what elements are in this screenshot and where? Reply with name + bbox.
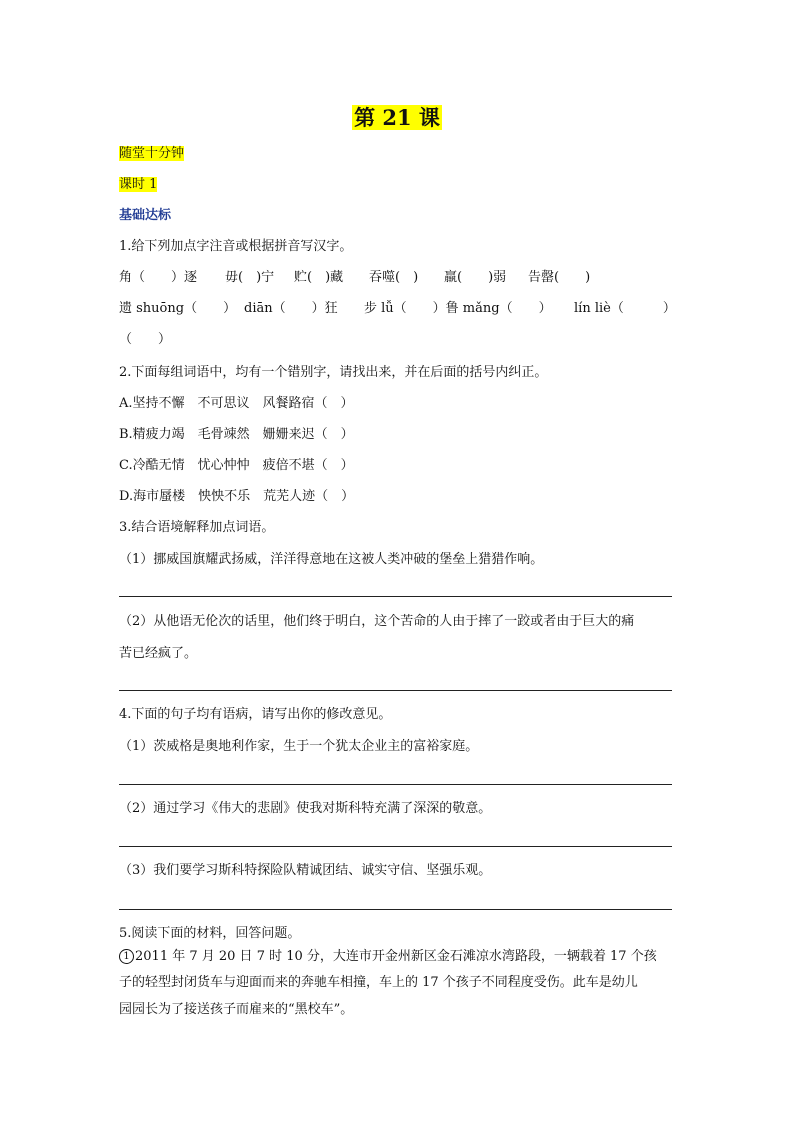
q4-item2-answer-line[interactable] xyxy=(119,846,672,847)
q3-item2-answer-line[interactable] xyxy=(119,690,672,691)
q1-row3: （ ） xyxy=(119,332,172,347)
q1-row2-item: lín liè（ ） xyxy=(574,301,676,316)
lesson-title xyxy=(0,104,794,132)
q1-row2-item: 遗 shuōng（ ） xyxy=(119,301,237,316)
q1-row1-item: 贮( )藏 xyxy=(294,270,344,285)
q4-item1: （1）茨威格是奥地利作家，生于一个犹太企业主的富裕家庭。 xyxy=(119,739,479,754)
q1-row2-item: 步 lǚ（ ）鲁 mǎng（ ） xyxy=(364,301,552,316)
q3-item2-line2: 苦已经疯了。 xyxy=(119,646,198,661)
q1-row1-item: 告罄( ) xyxy=(528,270,591,285)
q5-para-line1 xyxy=(119,948,657,966)
q4-item3: （3）我们要学习斯科特探险队精诚团结、诚实守信、坚强乐观。 xyxy=(119,863,492,878)
q1-row1-item: 角（ ）逐 xyxy=(119,270,198,285)
lesson-title-text: 第 21 课 xyxy=(354,105,440,130)
q5-para-line2: 子的轻型封闭货车与迎面而来的奔驰车相撞，车上的 17 个孩子不同程度受伤。此车是幼儿 xyxy=(119,975,638,990)
lesson-period-label xyxy=(119,176,157,194)
q1-row2 xyxy=(119,300,679,318)
section-label xyxy=(119,145,184,163)
q1-row1-item: 毋( )宁 xyxy=(225,270,275,285)
q1-row2-item: diān（ ）狂 xyxy=(244,301,338,316)
q3-item1-answer-line[interactable] xyxy=(119,596,672,597)
q3-item2-line1: （2）从他语无伦次的话里，他们终于明白，这个苦命的人由于摔了一跤或者由于巨大的痛 xyxy=(119,614,635,629)
q3-stem: 3.结合语境解释加点词语。 xyxy=(119,520,275,535)
q2-option-c: C.冷酷无情 忧心忡忡 疲倍不堪（ ） xyxy=(119,458,354,473)
q5-stem: 5.阅读下面的材料，回答问题。 xyxy=(119,926,301,941)
q5-para-line1-text: 2011 年 7 月 20 日 7 时 10 分，大连市开金州新区金石滩凉水湾路段，一辆载着 17 个孩 xyxy=(135,949,657,964)
q1-row1-item: 羸( )弱 xyxy=(444,270,507,285)
q5-para-line3: 园园长为了接送孩子而雇来的“黑校车”。 xyxy=(119,1002,354,1017)
q4-item3-answer-line[interactable] xyxy=(119,909,672,910)
q4-item2: （2）通过学习《伟大的悲剧》使我对斯科特充满了深深的敬意。 xyxy=(119,801,492,816)
section-label-text: 随堂十分钟 xyxy=(119,146,185,161)
q3-item1: （1）挪威国旗耀武扬威，洋洋得意地在这被人类冲破的堡垒上猎猎作响。 xyxy=(119,552,544,567)
q2-stem: 2.下面每组词语中，均有一个错别字，请找出来，并在后面的括号内纠正。 xyxy=(119,365,548,380)
q4-stem: 4.下面的句子均有语病，请写出你的修改意见。 xyxy=(119,707,392,722)
lesson-period-text: 课时 1 xyxy=(119,177,158,192)
q4-item1-answer-line[interactable] xyxy=(119,784,672,785)
q2-option-b: B.精疲力竭 毛骨竦然 姗姗来迟（ ） xyxy=(119,427,354,442)
q1-stem: 1.给下列加点字注音或根据拼音写汉字。 xyxy=(119,239,353,254)
q1-row1-item: 吞噬( ) xyxy=(369,270,419,285)
q2-option-a: A.坚持不懈 不可思议 风餐路宿（ ） xyxy=(119,396,354,411)
basic-heading: 基础达标 xyxy=(119,208,172,223)
circled-number-one: 1 xyxy=(119,949,134,964)
q2-option-d: D.海市蜃楼 怏怏不乐 荒芜人迹（ ） xyxy=(119,489,355,504)
q1-row1 xyxy=(119,269,679,287)
